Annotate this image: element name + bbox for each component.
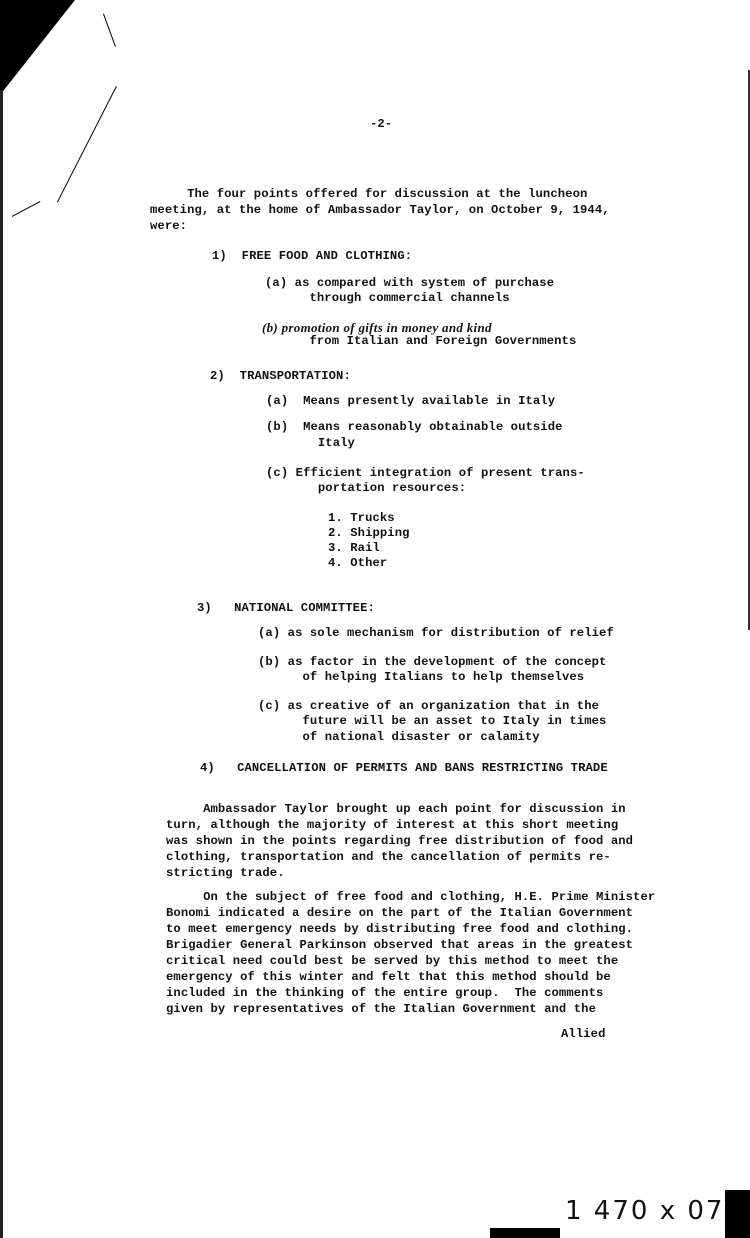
sub-item: portation resources: bbox=[266, 481, 467, 495]
point-heading: 3) NATIONAL COMMITTEE: bbox=[197, 601, 375, 615]
catchword: Allied bbox=[561, 1027, 606, 1041]
text-line: were: bbox=[150, 219, 188, 233]
list-item: 4. Other bbox=[328, 556, 388, 570]
point-heading: 1) FREE FOOD AND CLOTHING: bbox=[212, 249, 413, 263]
text-line: critical need could best be served by this method to meet the bbox=[166, 954, 619, 968]
sub-item: (b) Means reasonably obtainable outside bbox=[266, 420, 563, 434]
sub-item: through commercial channels bbox=[265, 291, 510, 305]
pencil-mark bbox=[12, 201, 41, 217]
sub-item: (a) Means presently available in Italy bbox=[266, 394, 556, 408]
text-line: turn, although the majority of interest at this short meeting bbox=[166, 818, 619, 832]
text-line: Ambassador Taylor brought up each point for discussion in bbox=[166, 802, 626, 816]
text-line: On the subject of free food and clothing, H.E. Prime Minister bbox=[166, 890, 656, 904]
sub-item: of helping Italians to help themselves bbox=[258, 670, 585, 684]
text-line: was shown in the points regarding free distribution of food and bbox=[166, 834, 634, 848]
text-line: Brigadier General Parkinson observed that areas in the greatest bbox=[166, 938, 634, 952]
scan-bottom-blot bbox=[725, 1190, 750, 1238]
sub-item: (b) promotion of gifts in money and kind bbox=[262, 320, 492, 335]
sub-item: from Italian and Foreign Governments bbox=[265, 334, 577, 348]
sub-item: of national disaster or calamity bbox=[258, 730, 540, 744]
text-line: to meet emergency needs by distributing free food and clothing. bbox=[166, 922, 634, 936]
point-heading: 2) TRANSPORTATION: bbox=[210, 369, 351, 383]
sub-item: (c) as creative of an organization that in the bbox=[258, 699, 600, 713]
sub-item: (a) as compared with system of purchase bbox=[265, 276, 555, 290]
list-item: 1. Trucks bbox=[328, 511, 395, 525]
text-line: The four points offered for discussion at the luncheon bbox=[150, 187, 588, 201]
pencil-mark bbox=[57, 86, 117, 202]
point-heading: 4) CANCELLATION OF PERMITS AND BANS RESTRICTING TRADE bbox=[200, 761, 608, 775]
scan-bottom-bar bbox=[490, 1228, 560, 1238]
sub-item: Italy bbox=[266, 436, 355, 450]
handwritten-note: 1 470 x 07 bbox=[565, 1196, 725, 1226]
scan-corner-shadow bbox=[0, 0, 75, 95]
text-line: Bonomi indicated a desire on the part of the Italian Government bbox=[166, 906, 634, 920]
list-item: 2. Shipping bbox=[328, 526, 410, 540]
sub-item: future will be an asset to Italy in times bbox=[258, 714, 607, 728]
sub-item: (c) Efficient integration of present trans- bbox=[266, 466, 585, 480]
text-line: clothing, transportation and the cancellation of permits re- bbox=[166, 850, 611, 864]
pencil-mark bbox=[103, 14, 116, 47]
text-line: meeting, at the home of Ambassador Taylor, on October 9, 1944, bbox=[150, 203, 610, 217]
text-line: stricting trade. bbox=[166, 866, 285, 880]
list-item: 3. Rail bbox=[328, 541, 380, 555]
page-number: -2- bbox=[370, 117, 393, 131]
sub-item: (a) as sole mechanism for distribution of relief bbox=[258, 626, 614, 640]
text-line: emergency of this winter and felt that this method should be bbox=[166, 970, 611, 984]
text-line: included in the thinking of the entire group. The comments bbox=[166, 986, 604, 1000]
scan-left-edge bbox=[0, 90, 3, 1238]
sub-item: (b) as factor in the development of the concept bbox=[258, 655, 607, 669]
text-line: given by representatives of the Italian Government and the bbox=[166, 1002, 596, 1016]
